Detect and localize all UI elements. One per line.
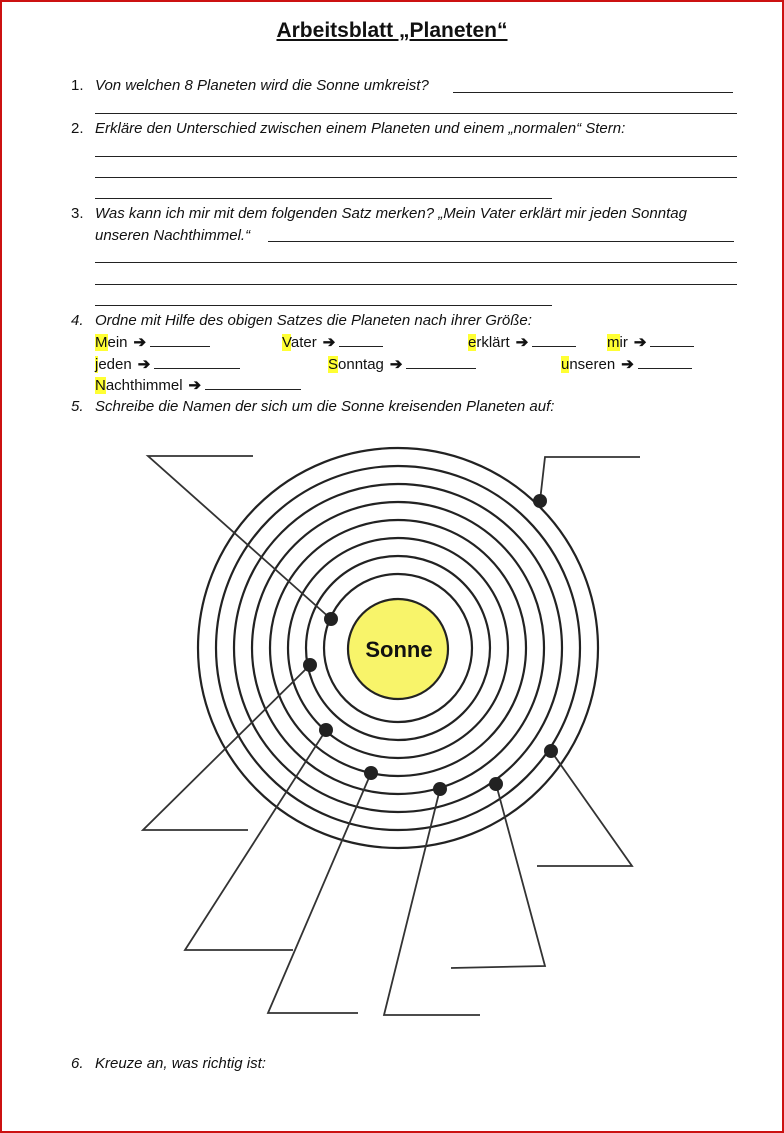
q2-text: Erkläre den Unterschied zwischen einem Planeten und einem „normalen“ Stern: [95, 120, 626, 137]
mnemonic-word-unseren: unseren ➔ [561, 354, 692, 375]
q1-number: 1. [71, 77, 84, 94]
mnemonic-word-mein: Mein ➔ [95, 332, 210, 353]
q3-number: 3. [71, 205, 84, 222]
q5-number: 5. [71, 398, 84, 415]
planet-dot [433, 782, 447, 796]
leader-line [143, 665, 310, 830]
leader-line [540, 457, 640, 501]
q3-text-line2: unseren Nachthimmel.“ [95, 227, 251, 244]
mnemonic-word-mir: mir ➔ [607, 332, 694, 353]
q5-text: Schreibe die Namen der sich um die Sonne kreisenden Planeten auf: [95, 398, 555, 415]
planet-dot [319, 723, 333, 737]
q6-number: 6. [71, 1055, 84, 1072]
leader-line [451, 784, 545, 968]
arrow-icon: ➔ [621, 356, 634, 373]
arrow-icon: ➔ [633, 334, 647, 351]
arrow-icon: ➔ [137, 356, 151, 373]
mnemonic-word-nachthimmel: Nachthimmel ➔ [95, 375, 301, 396]
mnemonic-word-erklaert: erklärt ➔ [468, 332, 576, 353]
arrow-icon: ➔ [515, 334, 529, 351]
planet-dot [533, 494, 547, 508]
q6-text: Kreuze an, was richtig ist: [95, 1055, 266, 1072]
planet-dot [303, 658, 317, 672]
arrow-icon: ➔ [133, 334, 147, 351]
leader-line [384, 789, 480, 1015]
mnemonic-word-vater: Vater ➔ [282, 332, 383, 353]
planet-dot [489, 777, 503, 791]
q1-text: Von welchen 8 Planeten wird die Sonne umkreist? [95, 77, 429, 94]
arrow-icon: ➔ [389, 356, 403, 373]
planet-dot [324, 612, 338, 626]
q3-text-line1: Was kann ich mir mit dem folgenden Satz merken? „Mein Vater erklärt mir jeden Sonntag [95, 205, 687, 222]
arrow-icon: ➔ [322, 334, 336, 351]
leader-line [185, 730, 326, 950]
mnemonic-word-jeden: jeden ➔ [95, 354, 240, 375]
leader-line [268, 773, 371, 1013]
q2-number: 2. [71, 120, 84, 137]
planet-dot [364, 766, 378, 780]
page-title: Arbeitsblatt „Planeten“ [276, 19, 508, 42]
q4-text: Ordne mit Hilfe des obigen Satzes die Planeten nach ihrer Größe: [95, 312, 532, 329]
q4-number: 4. [71, 312, 84, 329]
sun-label: Sonne [365, 637, 433, 662]
mnemonic-word-sonntag: Sonntag ➔ [328, 354, 476, 375]
arrow-icon: ➔ [188, 377, 202, 394]
leader-line [537, 751, 632, 866]
planet-dot [544, 744, 558, 758]
